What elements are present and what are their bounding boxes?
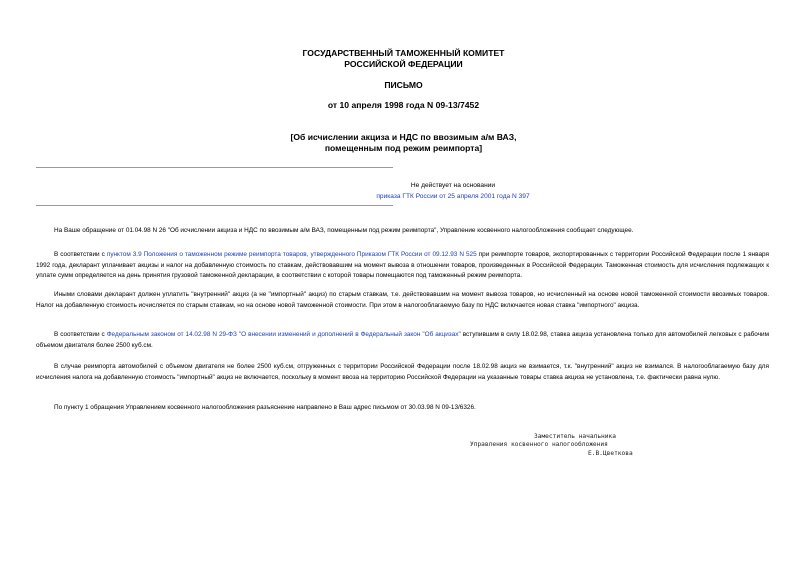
issuer-line-2: РОССИЙСКОЙ ФЕДЕРАЦИИ [344, 59, 463, 69]
reimport-regulation-link[interactable]: пунктом 3.9 Положения о таможенном режиме реимпорта товаров, утвержденного Приказом ГТК России от 09.12.93 N 525 [106, 251, 477, 258]
status-note-link-wrap [300, 191, 606, 202]
document-subject-line-1: [Об исчислении акциза и НДС по ввозимым а/м ВАЗ, [290, 132, 517, 142]
signer-position-line-2: Управления косвенного налогообложения [470, 441, 608, 449]
signature-block [470, 433, 680, 458]
document-subject-line-2: помещенным под режим реимпорта] [324, 143, 483, 153]
status-note: Не действует на основании [410, 182, 496, 189]
paragraph-2-text-a: В соответствии с [54, 251, 107, 258]
divider-bottom [36, 205, 393, 206]
excise-law-link[interactable]: Федеральным законом от 14.02.98 N 29-ФЗ "О внесении изменений и дополнений в Федеральный закон "Об акцизах" [106, 331, 461, 338]
paragraph-6: По пункту 1 обращения Управлением косвенного налогообложения разъяснение направлено в Ваш адрес письмом от 30.03.98 N 09-13/6326. [54, 404, 476, 411]
issuer-line-1: ГОСУДАРСТВЕННЫЙ ТАМОЖЕННЫЙ КОМИТЕТ [302, 48, 505, 58]
paragraph-4 [36, 330, 769, 351]
paragraph-1: На Ваше обращение от 01.04.98 N 26 "Об исчислении акциза и НДС по ввозимым а/м ВАЗ, помещенным под режим реимпорта", Управление косвенного налогообложения сообщает следующее. [54, 227, 634, 234]
document-date-number: от 10 апреля 1998 года N 09-13/7452 [327, 100, 480, 110]
paragraph-4-text-b: вступившим в силу 18.02.98, ставка акциза установлена только для автомобилей легковых с рабочим объемом двигателя более 2500 куб.см. [36, 331, 769, 349]
paragraph-5: В случае реимпорта автомобилей с объемом двигателя не более 2500 куб.см, отгруженных с территории Российской Федерации после 18.02.98 акциз не взимается, т.к. "внутренний" акциз не взимался. В налогооблагаемую базу для исчисления налога на добавленную стоимость "импортный" акциз не включается, поскольку в момент ввоза на территорию Российской Федерации на указанные товары ставка акциза не установлена, т.е. фактически равна нулю. [36, 363, 769, 381]
paragraph-2-text-b: при реимпорте товаров, экспортированных с территории Российской Федерации после 1 января 1992 года, декларант уплачивает акцизы и налог на добавленную стоимость по ставкам, действовавшим на момент вывоза в отношении товаров, произведенных в Российской Федерации. Таможенная стоимость для исчисления подлежащих к уплате сумм определяется на день принятия грузовой таможенной декларации, в соответствии с которой товары помещаются под таможенный режим реимпорта. [36, 251, 769, 279]
signer-name: Е.В.Цветкова [588, 449, 633, 457]
document-type: ПИСЬМО [384, 80, 423, 90]
paragraph-4-text-a: В соответствии с [54, 331, 107, 338]
paragraph-3: Иными словами декларант должен уплатить "внутренний" акциз (а не "импортный" акциз) по старым ставкам, т.е. действовавшим на момент вывоза товаров, но исчисленный на основе новой таможенной стоимости ввозимых товаров. Налог на добавленную стоимость исчисляется по старым ставкам, но на основе новой таможенной стоимости. При этом в налогооблагаемую базу по НДС включается новая ставка "импортного" акциза. [36, 291, 769, 309]
repeal-order-link[interactable]: приказа ГТК России от 25 апреля 2001 года N 397 [376, 193, 530, 200]
paragraph-2 [36, 250, 769, 282]
signer-position-line-1: Заместитель начальника [534, 433, 616, 440]
divider-top [36, 167, 393, 168]
